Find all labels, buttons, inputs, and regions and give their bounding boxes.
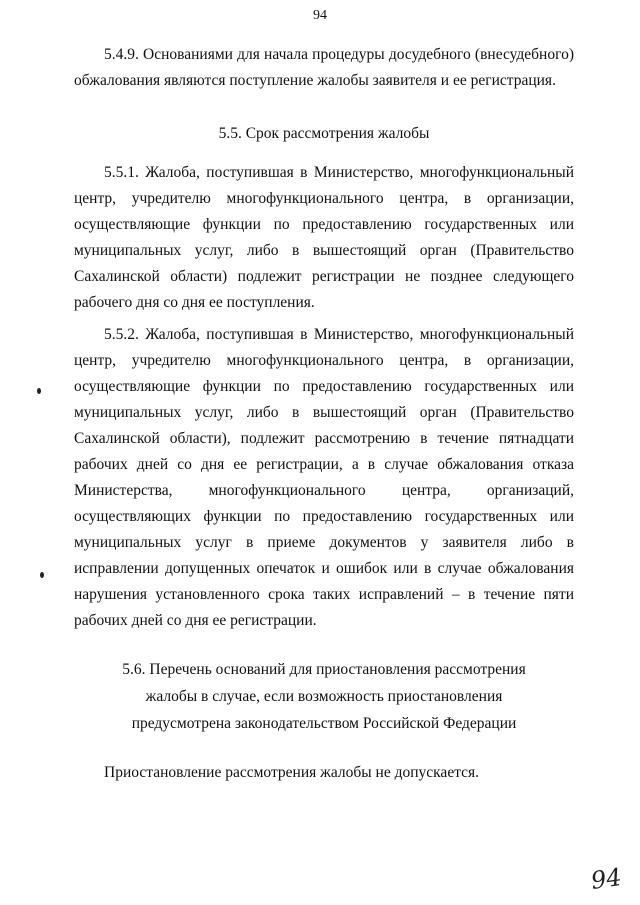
section-heading-5-6 [74, 656, 574, 737]
paragraph-5-6-text: Приостановление рассмотрения жалобы не допускается. [104, 764, 480, 781]
scan-speck [40, 572, 44, 578]
page-number: 94 [313, 8, 327, 23]
paragraph-5-5-2: 5.5.2. Жалоба, поступившая в Министерство, многофункциональный центр, учредителю многофункционального центра, в организации, осуществляющие функции по предоставлению государственных или муниципальных услуг, либо в вышестоящий орган (Правительство Сахалинской области), подлежит рассмотрению в течение пятнадцати рабочих дней со дня ее регистрации, а в случае обжалования отказа Министерства, многофункционального центра, организаций, осуществляющих функции по предоставлению государственных или муниципальных услуг в приеме документов у заявителя либо в исправлении допущенных опечаток и ошибок или в случае обжалования нарушения установленного срока таких исправлений – в течение пяти рабочих дней со дня ее регистрации. [74, 326, 574, 629]
handwritten-page-number: 94 [589, 863, 624, 895]
heading-line: жалобы в случае, если возможность приостановления [145, 688, 503, 705]
paragraph-5-4-9: 5.4.9. Основаниями для начала процедуры досудебного (внесудебного) обжалования являются поступление жалобы заявителя и ее регистрация. [74, 46, 574, 89]
scan-speck [37, 388, 41, 394]
heading-line: предусмотрена законодательством Российской Федерации [131, 715, 517, 732]
section-heading-5-5: 5.5. Срок рассмотрения жалобы [218, 125, 430, 142]
paragraph-5-5-1: 5.5.1. Жалоба, поступившая в Министерство, многофункциональный центр, учредителю многофункционального центра, в организации, осуществляющие функции по предоставлению государственных или муниципальных услуг, либо в вышестоящий орган (Правительство Сахалинской области) подлежит регистрации не позднее следующего рабочего дня со дня ее поступления. [74, 164, 574, 311]
heading-line: 5.6. Перечень оснований для приостановления рассмотрения [122, 661, 526, 678]
